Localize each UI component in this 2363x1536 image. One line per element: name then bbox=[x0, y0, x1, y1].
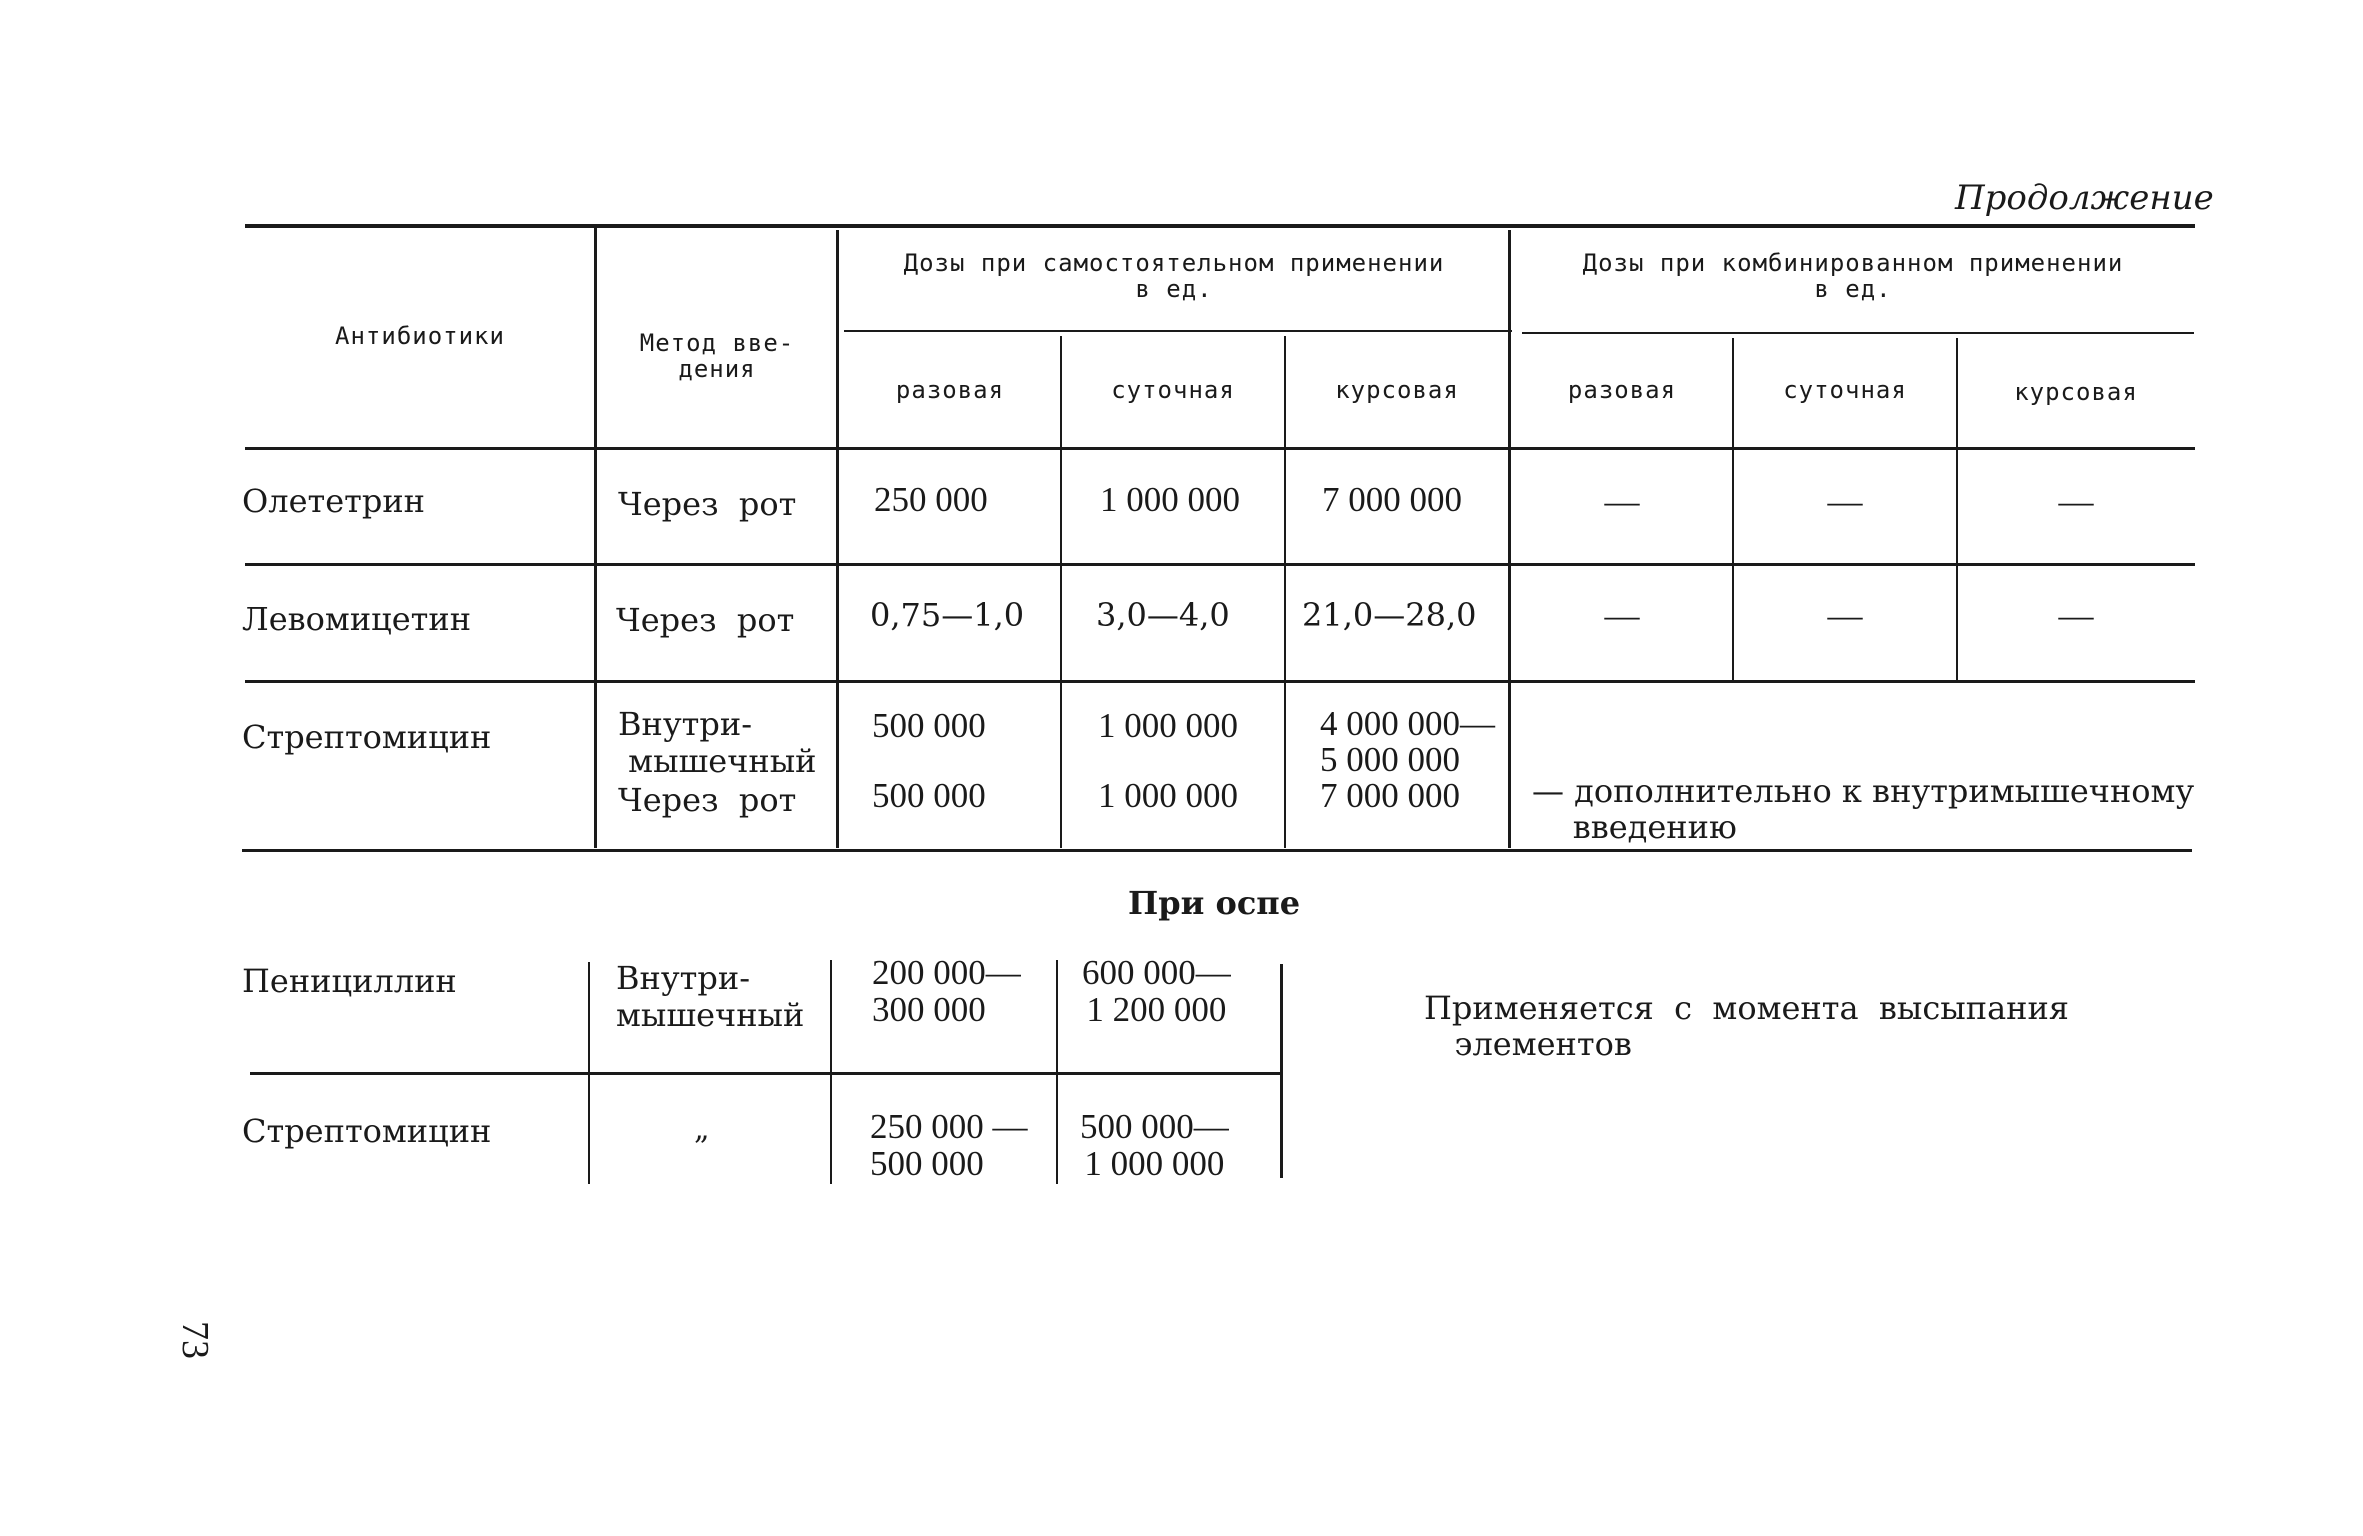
header-c-course: курсовая bbox=[2014, 378, 2138, 406]
smallpox-section-title: При оспе bbox=[1128, 884, 1301, 922]
row-2-single: 0,75—1,0 bbox=[870, 596, 1025, 634]
sp-row-1-daily: 600 000— 1 200 000 bbox=[1082, 953, 1231, 1029]
header-single: разовая bbox=[895, 376, 1005, 404]
page-number: 73 bbox=[174, 1321, 216, 1359]
table-bottom-rule bbox=[242, 849, 2192, 852]
row-3-course-1: 4 000 000— 5 000 000 bbox=[1320, 704, 1495, 779]
row-3-method-2: Через рот bbox=[618, 781, 797, 819]
row-2-c-course: — bbox=[2058, 596, 2094, 635]
sp-row-1-antibiotic: Пенициллин bbox=[242, 962, 457, 1000]
row-2-antibiotic: Левомицетин bbox=[242, 600, 472, 638]
row-2-c-single: — bbox=[1604, 596, 1640, 635]
sp-row-2-single: 250 000 — 500 000 bbox=[870, 1107, 1028, 1183]
row-3-method-1: Внутри- мышечный bbox=[618, 705, 817, 780]
header-antibiotics: Антибиотики bbox=[335, 322, 505, 350]
header-course: курсовая bbox=[1335, 376, 1459, 404]
row-2-c-daily: — bbox=[1827, 596, 1863, 635]
row-3-daily-1: 1 000 000 bbox=[1098, 706, 1238, 745]
row-2-daily: 3,0—4,0 bbox=[1096, 596, 1230, 634]
row-1-c-daily: — bbox=[1827, 482, 1863, 521]
sp-row-2-antibiotic: Стрептомицин bbox=[242, 1112, 492, 1150]
row-rule-2 bbox=[245, 680, 2195, 683]
header-combined-group: Дозы при комбинированном применении в ед. bbox=[1582, 249, 2124, 303]
group-underline-combined bbox=[1522, 332, 2194, 334]
row-2-course: 21,0—28,0 bbox=[1302, 596, 1477, 634]
row-1-course: 7 000 000 bbox=[1322, 480, 1462, 519]
header-daily: суточная bbox=[1111, 376, 1235, 404]
row-rule-1 bbox=[245, 563, 2195, 566]
row-1-method: Через рот bbox=[618, 485, 797, 523]
row-3-course-2: 7 000 000 bbox=[1320, 776, 1460, 815]
header-standalone-group: Дозы при самостоятельном применении в ед. bbox=[903, 249, 1445, 303]
header-c-single: разовая bbox=[1567, 376, 1677, 404]
col-rule-combined bbox=[1508, 230, 1511, 848]
col-rule-daily bbox=[1060, 336, 1062, 848]
col-rule-method bbox=[594, 226, 597, 848]
sp-row-1-method: Внутри- мышечный bbox=[616, 959, 805, 1034]
header-method: Метод вве- дения bbox=[639, 329, 795, 383]
row-1-c-course: — bbox=[2058, 482, 2094, 521]
sp-row-rule bbox=[250, 1072, 1282, 1075]
group-underline-standalone bbox=[844, 330, 1512, 332]
row-3-daily-2: 1 000 000 bbox=[1098, 776, 1238, 815]
header-c-daily: суточная bbox=[1783, 376, 1907, 404]
row-1-c-single: — bbox=[1604, 482, 1640, 521]
row-3-combined-note: — дополнительно к внутримышечному введению bbox=[1532, 772, 2195, 846]
continuation-label: Продолжение bbox=[1955, 178, 2214, 218]
col-rule-course bbox=[1284, 336, 1286, 848]
row-3-antibiotic: Стрептомицин bbox=[242, 718, 492, 756]
sp-row-2-method: „ bbox=[694, 1112, 710, 1147]
row-3-single-1: 500 000 bbox=[872, 706, 986, 745]
row-3-single-2: 500 000 bbox=[872, 776, 986, 815]
sp-col-rule-end bbox=[1280, 964, 1283, 1178]
row-1-single: 250 000 bbox=[874, 480, 988, 519]
sp-row-2-daily: 500 000— 1 000 000 bbox=[1080, 1107, 1229, 1183]
smallpox-note: Применяется с момента высыпания элементов bbox=[1424, 989, 2069, 1063]
sp-row-1-single: 200 000— 300 000 bbox=[872, 953, 1021, 1029]
table-top-rule bbox=[245, 224, 2195, 228]
row-2-method: Через рот bbox=[616, 601, 795, 639]
row-1-daily: 1 000 000 bbox=[1100, 480, 1240, 519]
header-bottom-rule bbox=[245, 447, 2195, 450]
row-1-antibiotic: Олететрин bbox=[242, 482, 425, 520]
col-rule-standalone bbox=[836, 230, 839, 848]
